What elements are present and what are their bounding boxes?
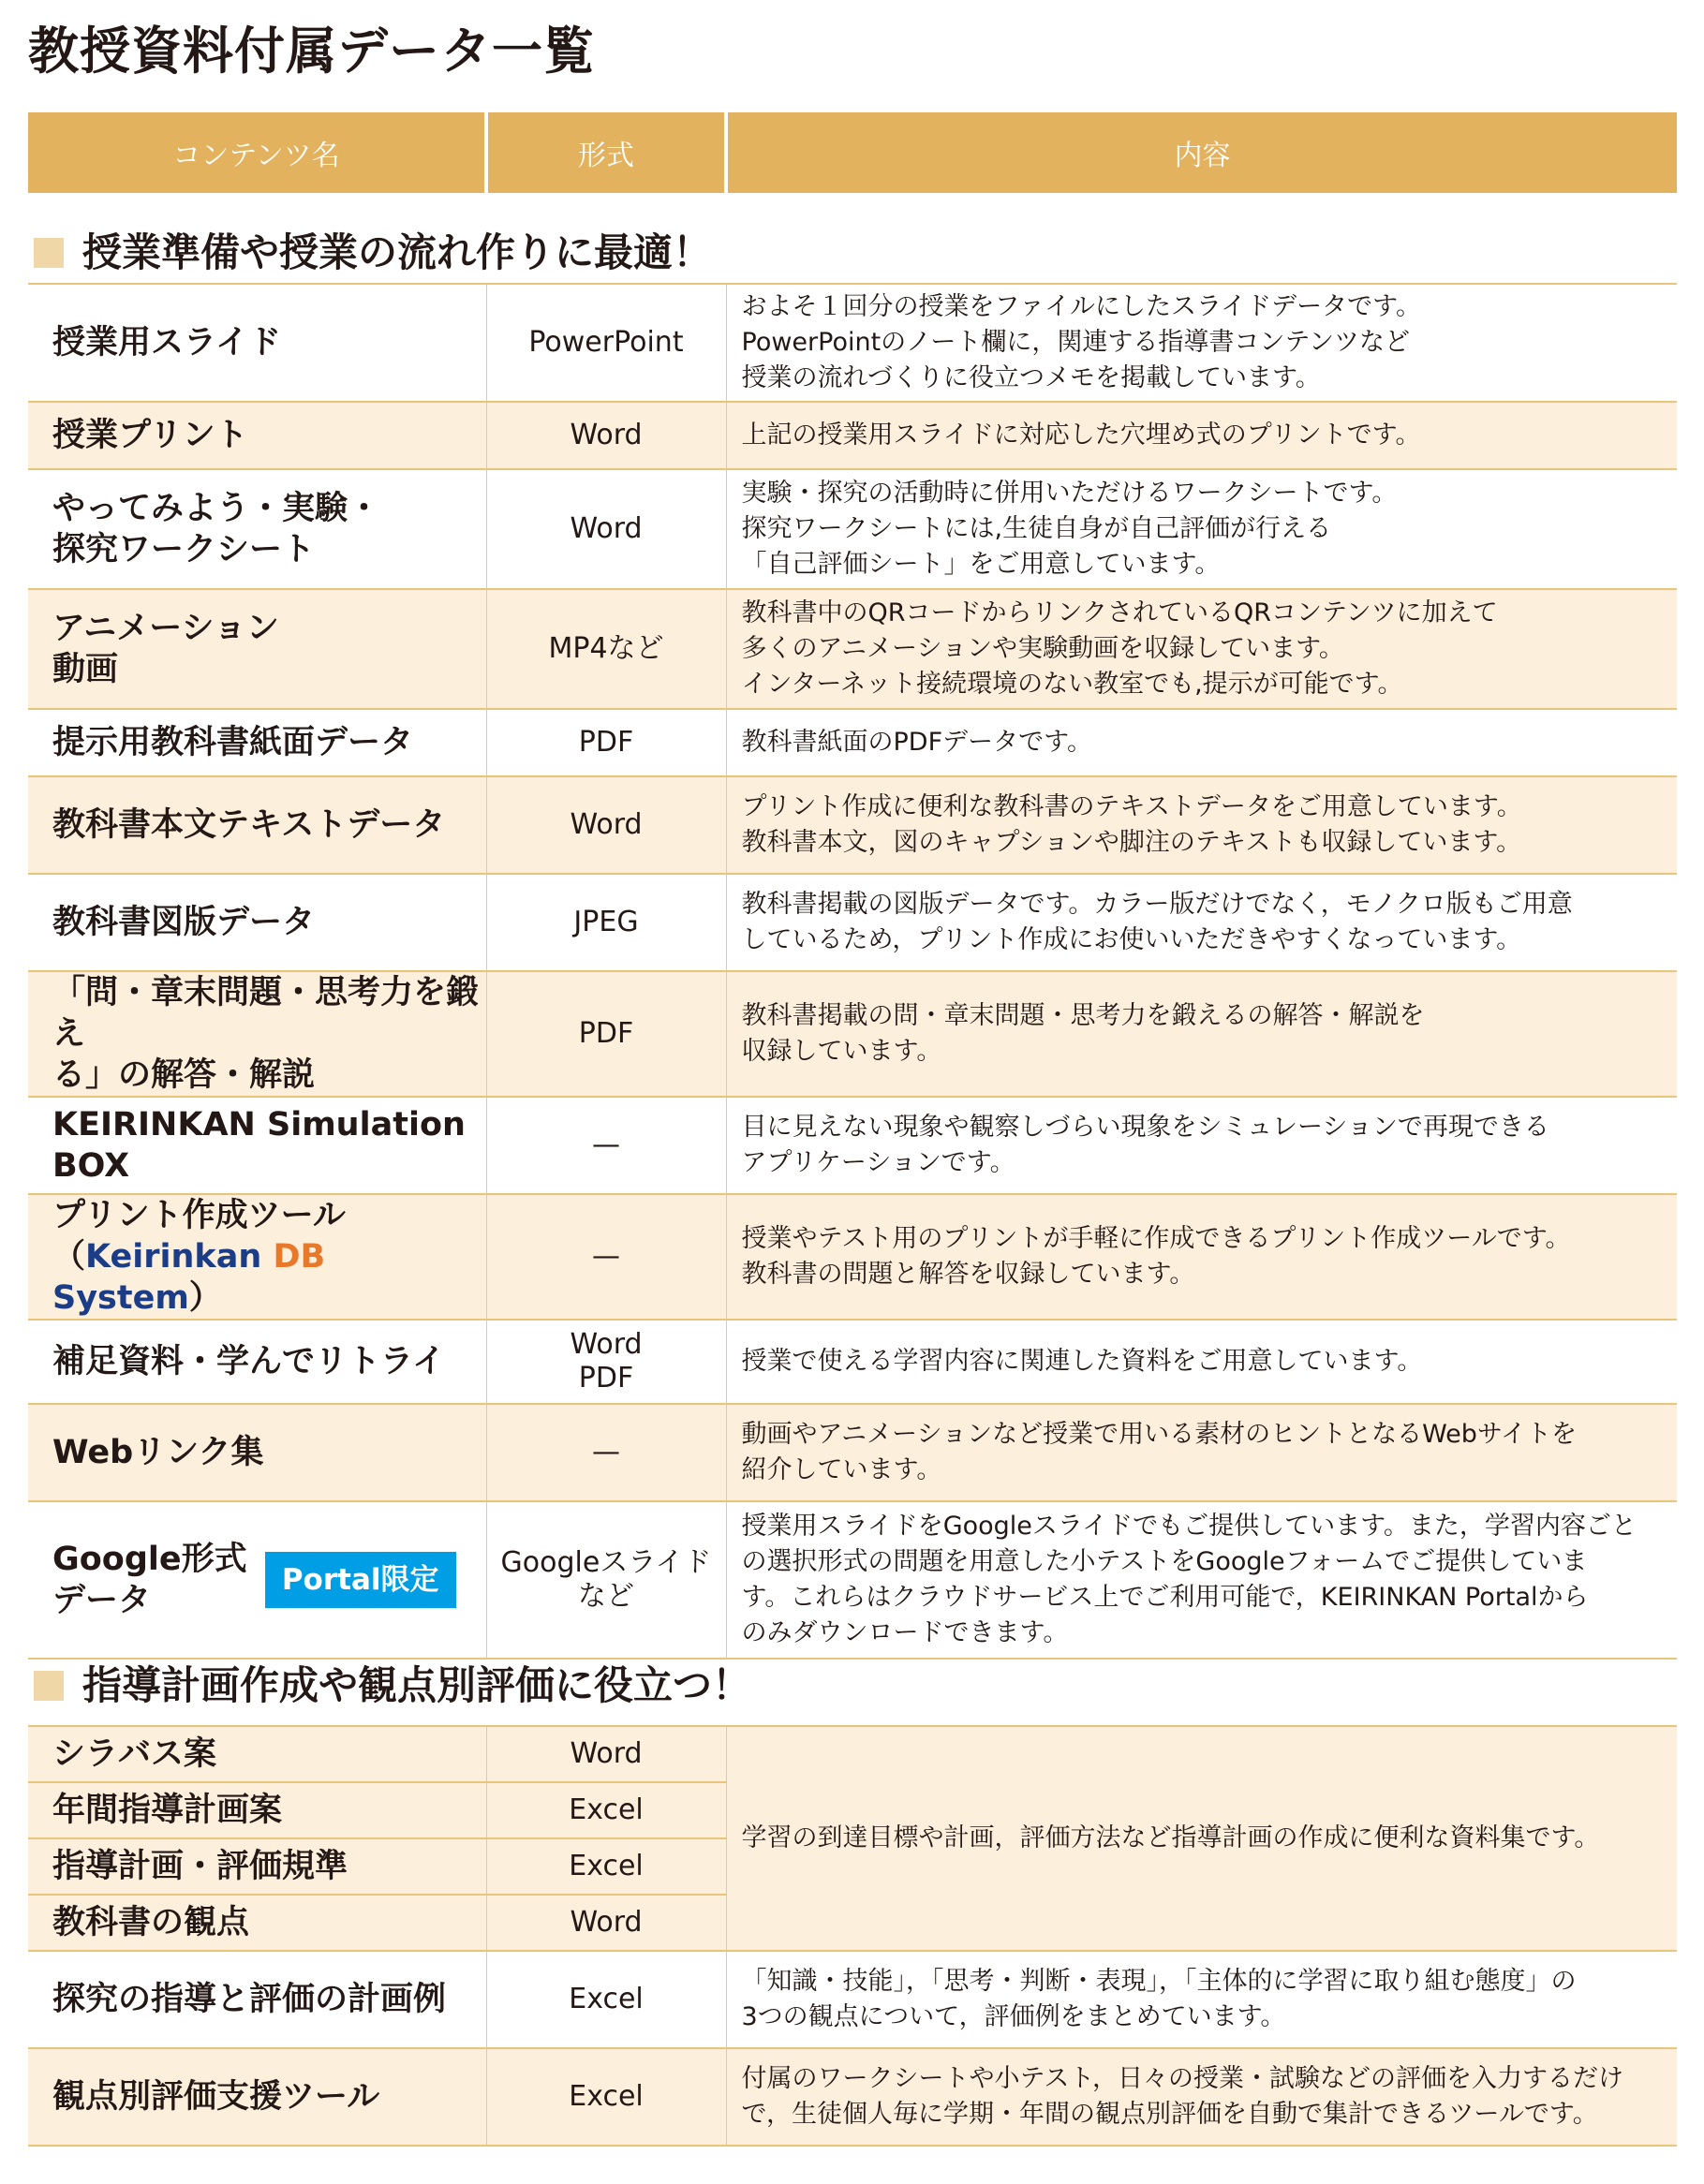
content-name: 観点別評価支援ツール — [28, 2048, 486, 2146]
table-row — [28, 2048, 1677, 2146]
content-name-line1: プリント作成ツール — [52, 1197, 346, 1234]
table-row — [28, 776, 1677, 874]
section1-title — [34, 227, 712, 279]
content-name — [28, 1194, 486, 1320]
content-format: PowerPoint — [486, 284, 726, 402]
content-format: Word — [486, 1726, 726, 1782]
content-description: 付属のワークシートや小テスト，日々の授業・試験などの評価を入力するだけ で，生徒個人毎に学期・年間の観点別評価を自動で集計できるツールです。 — [726, 2048, 1677, 2146]
content-name: 授業用スライド — [28, 284, 486, 402]
table-row — [28, 874, 1677, 971]
content-name: 教科書図版データ — [28, 874, 486, 971]
table-row — [28, 1194, 1677, 1320]
section1-title-text: 授業準備や授業の流れ作りに最適！ — [82, 229, 713, 275]
content-name: やってみよう・実験・ 探究ワークシート — [28, 469, 486, 589]
content-name: 授業プリント — [28, 402, 486, 469]
content-format: Word PDF — [486, 1320, 726, 1404]
content-name: 探究の指導と評価の計画例 — [28, 1951, 486, 2048]
content-description: 教科書掲載の図版データです。カラー版だけでなく，モノクロ版もご用意 しているため，プリント作成にお使いいただきやすくなっています。 — [726, 874, 1677, 971]
content-format: — — [486, 1194, 726, 1320]
content-name-paren-open: （ — [52, 1238, 86, 1276]
content-format: Googleスライド など — [486, 1501, 726, 1659]
table-row — [28, 1320, 1677, 1404]
table-row — [28, 971, 1677, 1097]
table-row — [28, 1501, 1677, 1659]
content-name: 指導計画・評価規準 — [28, 1838, 486, 1895]
page-title: 教授資料付属データ一覧 — [28, 22, 595, 81]
content-name: 提示用教科書紙面データ — [28, 709, 486, 776]
content-name: 補足資料・学んでリトライ — [28, 1320, 486, 1404]
section-marker-icon — [34, 1671, 64, 1701]
content-description: 教科書中のQRコードからリンクされているQRコンテンツに加えて 多くのアニメーションや実験動画を収録しています。 インターネット接続環境のない教室でも,提示が可能です。 — [726, 589, 1677, 709]
content-name: シラバス案 — [28, 1726, 486, 1782]
content-description: プリント作成に便利な教科書のテキストデータをご用意しています。 教科書本文，図のキャプションや脚注のテキストも収録しています。 — [726, 776, 1677, 874]
content-description: 「知識・技能」，「思考・判断・表現」，「主体的に学習に取り組む態度」の 3つの観点について，評価例をまとめています。 — [726, 1951, 1677, 2048]
content-description: およそ１回分の授業をファイルにしたスライドデータです。 PowerPointのノート欄に，関連する指導書コンテンツなど 授業の流れづくりに役立つメモを掲載しています。 — [726, 284, 1677, 402]
content-name-paren-close: ） — [188, 1279, 222, 1317]
table-row — [28, 469, 1677, 589]
content-format: Word — [486, 1895, 726, 1951]
keirinkan-logo-text: Keirinkan — [85, 1238, 274, 1276]
content-name: 教科書本文テキストデータ — [28, 776, 486, 874]
content-description: 授業用スライドをGoogleスライドでもご提供しています。また，学習内容ごと の選択形式の問題を用意した小テストをGoogleフォームでご提供していま す。これらはクラウドサービス上でご利用可能で，KEIRINKAN Portalから のみダウンロードできます。 — [726, 1501, 1677, 1659]
db-logo-text: DB — [273, 1238, 326, 1276]
content-name: アニメーション 動画 — [28, 589, 486, 709]
content-name: 年間指導計画案 — [28, 1782, 486, 1838]
section-marker-icon — [34, 238, 64, 268]
content-name-text: Google形式 データ — [52, 1541, 247, 1619]
system-logo-text: System — [52, 1279, 189, 1317]
content-format: — — [486, 1404, 726, 1501]
content-format: Word — [486, 402, 726, 469]
content-description: 動画やアニメーションなど授業で用いる素材のヒントとなるWebサイトを 紹介しています。 — [726, 1404, 1677, 1501]
content-format: Word — [486, 776, 726, 874]
table-row — [28, 1951, 1677, 2048]
content-format: Excel — [486, 1838, 726, 1895]
content-description-group: 学習の到達目標や計画，評価方法など指導計画の作成に便利な資料集です。 — [726, 1726, 1677, 1951]
content-description: 目に見えない現象や観察しづらい現象をシミュレーションで再現できる アプリケーションです。 — [726, 1097, 1677, 1194]
table-row — [28, 589, 1677, 709]
content-description: 教科書紙面のPDFデータです。 — [726, 709, 1677, 776]
content-name: 教科書の観点 — [28, 1895, 486, 1951]
table-row — [28, 1097, 1677, 1194]
section2-title — [34, 1660, 751, 1712]
header-format: 形式 — [486, 112, 726, 193]
portal-limited-badge: Portal限定 — [265, 1552, 456, 1608]
content-format: JPEG — [486, 874, 726, 971]
content-name: KEIRINKAN Simulation BOX — [28, 1097, 486, 1194]
section2-title-text: 指導計画作成や観点別評価に役立つ！ — [82, 1662, 752, 1708]
content-description: 授業で使える学習内容に関連した資料をご用意しています。 — [726, 1320, 1677, 1404]
section2-table — [28, 1725, 1677, 2147]
table-row — [28, 709, 1677, 776]
header-content-name: コンテンツ名 — [28, 112, 486, 193]
section1-table — [28, 283, 1677, 1660]
content-name — [28, 1501, 486, 1659]
content-description: 教科書掲載の問・章末問題・思考力を鍛えるの解答・解説を 収録しています。 — [726, 971, 1677, 1097]
content-description: 授業やテスト用のプリントが手軽に作成できるプリント作成ツールです。 教科書の問題と解答を収録しています。 — [726, 1194, 1677, 1320]
table-row — [28, 1726, 1677, 1782]
content-format: Word — [486, 469, 726, 589]
content-format: PDF — [486, 971, 726, 1097]
table-row — [28, 1404, 1677, 1501]
content-format: PDF — [486, 709, 726, 776]
content-description: 実験・探究の活動時に併用いただけるワークシートです。 探究ワークシートには,生徒自身が自己評価が行える 「自己評価シート」をご用意しています。 — [726, 469, 1677, 589]
content-format: — — [486, 1097, 726, 1194]
content-format: Excel — [486, 1782, 726, 1838]
content-description: 上記の授業用スライドに対応した穴埋め式のプリントです。 — [726, 402, 1677, 469]
content-format: Excel — [486, 2048, 726, 2146]
content-name: 「問・章末問題・思考力を鍛え る」の解答・解説 — [28, 971, 486, 1097]
content-format: Excel — [486, 1951, 726, 2048]
header-description: 内容 — [726, 112, 1677, 193]
table-row — [28, 284, 1677, 402]
content-format: MP4など — [486, 589, 726, 709]
table-row — [28, 402, 1677, 469]
content-name: Webリンク集 — [28, 1404, 486, 1501]
table-header — [28, 112, 1677, 193]
